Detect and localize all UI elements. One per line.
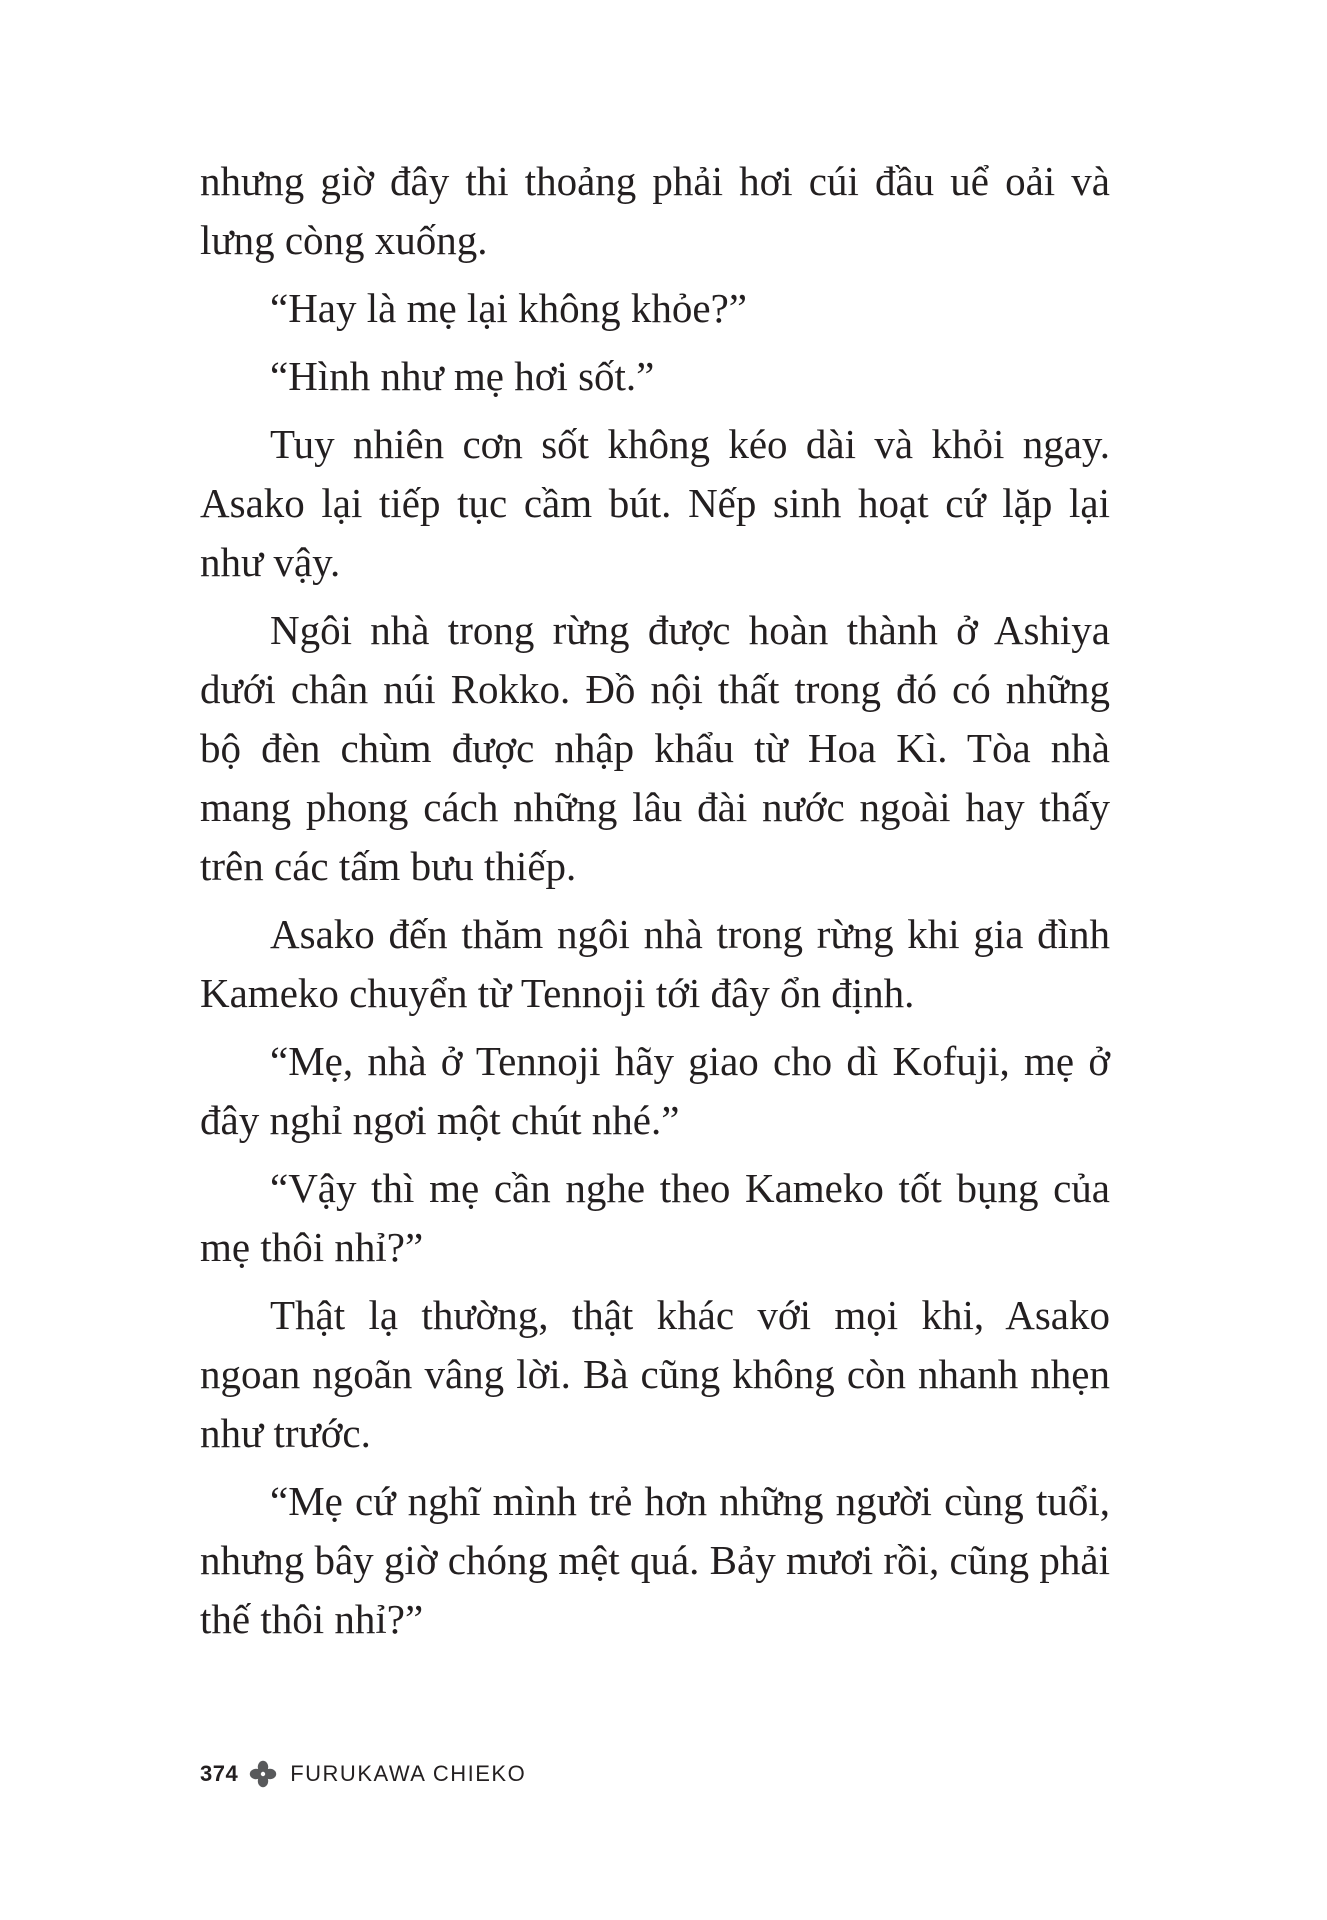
paragraph: Ngôi nhà trong rừng được hoàn thành ở Ashiya dưới chân núi Rokko. Đồ nội thất trong đó có những bộ đèn chùm được nhập khẩu từ Hoa Kì. Tòa nhà mang phong cách những lâu đài nước ngoài hay thấy trên các tấm bưu thiếp. (200, 607, 1110, 889)
page-footer (200, 1754, 526, 1794)
paragraph: “Mẹ, nhà ở Tennoji hãy giao cho dì Kofuji, mẹ ở đây nghỉ ngơi một chút nhé.” (200, 1038, 1110, 1143)
paragraph: “Mẹ cứ nghĩ mình trẻ hơn những người cùng tuổi, nhưng bây giờ chóng mệt quá. Bảy mươi rồi, cũng phải thế thôi nhỉ?” (200, 1478, 1110, 1642)
author-name: FURUKAWA CHIEKO (290, 1761, 527, 1786)
paragraph: Asako đến thăm ngôi nhà trong rừng khi gia đình Kameko chuyển từ Tennoji tới đây ổn định. (200, 911, 1110, 1016)
page-number: 374 (200, 1761, 239, 1786)
paragraph: Thật lạ thường, thật khác với mọi khi, Asako ngoan ngoãn vâng lời. Bà cũng không còn nhanh nhẹn như trước. (200, 1292, 1110, 1456)
clover-icon (248, 1759, 278, 1789)
paragraph: “Hình như mẹ hơi sốt.” (270, 353, 655, 399)
paragraph: Tuy nhiên cơn sốt không kéo dài và khỏi ngay. Asako lại tiếp tục cầm bút. Nếp sinh hoạt cứ lặp lại như vậy. (200, 421, 1110, 585)
body-text (200, 152, 1110, 1658)
paragraph: “Vậy thì mẹ cần nghe theo Kameko tốt bụng của mẹ thôi nhỉ?” (200, 1165, 1110, 1270)
paragraph: “Hay là mẹ lại không khỏe?” (270, 285, 748, 331)
paragraph: nhưng giờ đây thi thoảng phải hơi cúi đầu uể oải và lưng còng xuống. (200, 158, 1110, 263)
